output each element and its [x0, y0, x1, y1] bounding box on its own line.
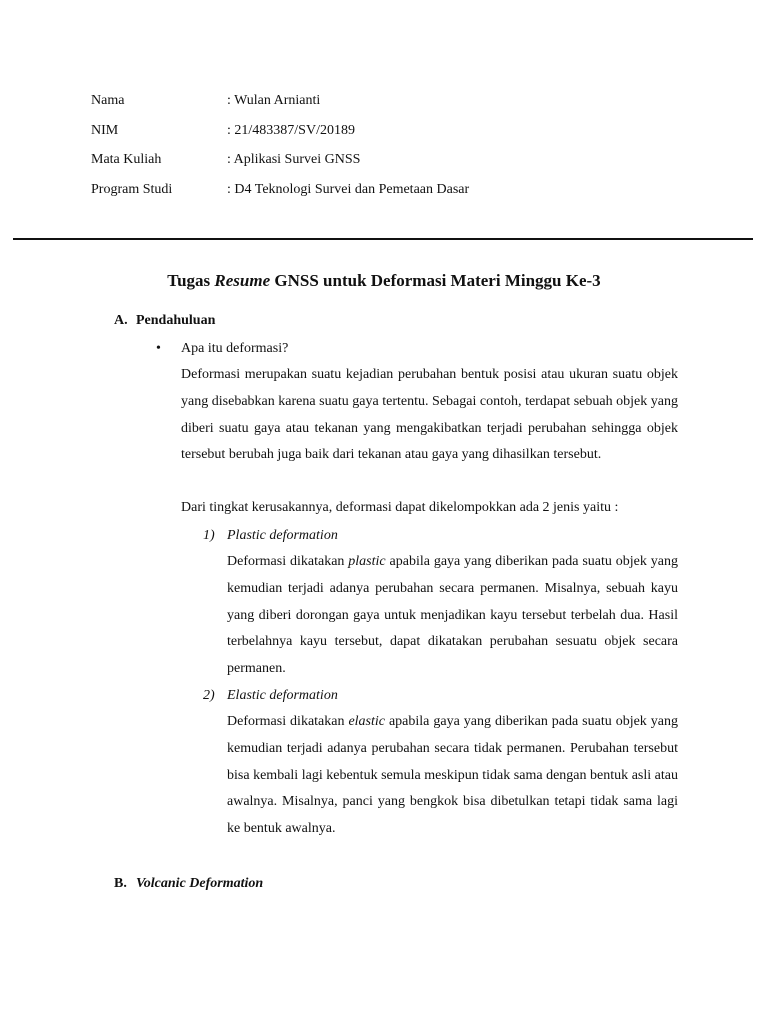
info-row-program-studi [91, 180, 691, 200]
paragraph-definition: Deformasi merupakan suatu kejadian perubahan bentuk posisi atau ukuran suatu objek yang disebabkan karena suatu gaya tertentu. Sebagai contoh, terdapat sebuah objek yang diberi suatu gaya atau tekanan yang mengakibatkan terjadi perubahan sehingga objek tersebut berubah juga baik dari tekanan atau gaya yang dihasilkan tersebut. [181, 367, 678, 463]
bullet-icon: • [156, 341, 161, 356]
title-part-1: Tugas [167, 271, 215, 290]
paragraph-elastic [227, 709, 678, 843]
info-value-mata-kuliah: : Aplikasi Survei GNSS [227, 152, 361, 167]
section-b-title: Volcanic Deformation [136, 876, 264, 891]
paragraph-elastic-a: Deformasi dikatakan [227, 714, 349, 729]
info-value-nim: : 21/483387/SV/20189 [227, 123, 355, 138]
paragraph-elastic-b: apabila gaya yang diberikan pada suatu objek yang kemudian terjadi adanya perubahan secara tidak permanen. Perubahan tersebut bisa kembali lagi kebentuk semula meskipun tidak sama dengan bentuk asli atau awalnya. Misalnya, panci yang bengkok bisa dibetulkan tetapi tidak sama lagi ke bentuk awalnya. [227, 714, 678, 837]
info-label-program-studi: Program Studi [91, 182, 173, 197]
header-divider [13, 238, 753, 240]
paragraph-plastic [227, 549, 678, 683]
info-label-mata-kuliah: Mata Kuliah [91, 152, 162, 167]
info-label-nim: NIM [91, 123, 119, 138]
list-item-number: 1) [203, 528, 215, 543]
section-b-letter: B. [114, 876, 127, 891]
bullet-question: Apa itu deformasi? [181, 341, 289, 356]
section-b-heading [114, 874, 263, 894]
info-row-mata-kuliah [91, 150, 691, 170]
info-value-nama: : Wulan Arnianti [227, 93, 321, 108]
paragraph-plastic-b: apabila gaya yang diberikan pada suatu objek yang kemudian terjadi adanya perubahan secara permanen. Misalnya, sebuah kayu yang diberi dorongan gaya untuk menjadikan kayu tersebut terbelah dua. Hasil terbelahnya kayu tersebut, dapat dikatakan perubahan sesuatu objek secara permanen. [227, 554, 678, 677]
list-item-elastic-heading [203, 686, 338, 706]
section-a-title: Pendahuluan [136, 313, 216, 328]
title-part-3: GNSS untuk Deformasi Materi Minggu Ke-3 [270, 271, 601, 290]
section-a-heading [114, 311, 215, 331]
list-item-title: Elastic deformation [227, 688, 338, 703]
section-a-letter: A. [114, 313, 128, 328]
info-label-nama: Nama [91, 93, 125, 108]
info-row-nama [91, 91, 691, 111]
paragraph-elastic-em: elastic [348, 714, 385, 729]
page-title [0, 268, 768, 294]
list-item-number: 2) [203, 688, 215, 703]
list-item-plastic-heading [203, 526, 338, 546]
title-part-resume: Resume [214, 271, 271, 290]
paragraph-classification: Dari tingkat kerusakannya, deformasi dapat dikelompokkan ada 2 jenis yaitu : [181, 500, 619, 515]
list-item-title: Plastic deformation [227, 528, 338, 543]
paragraph-plastic-a: Deformasi dikatakan [227, 554, 349, 569]
paragraph-plastic-em: plastic [348, 554, 386, 569]
info-value-program-studi: : D4 Teknologi Survei dan Pemetaan Dasar [227, 182, 470, 197]
info-row-nim [91, 121, 691, 141]
